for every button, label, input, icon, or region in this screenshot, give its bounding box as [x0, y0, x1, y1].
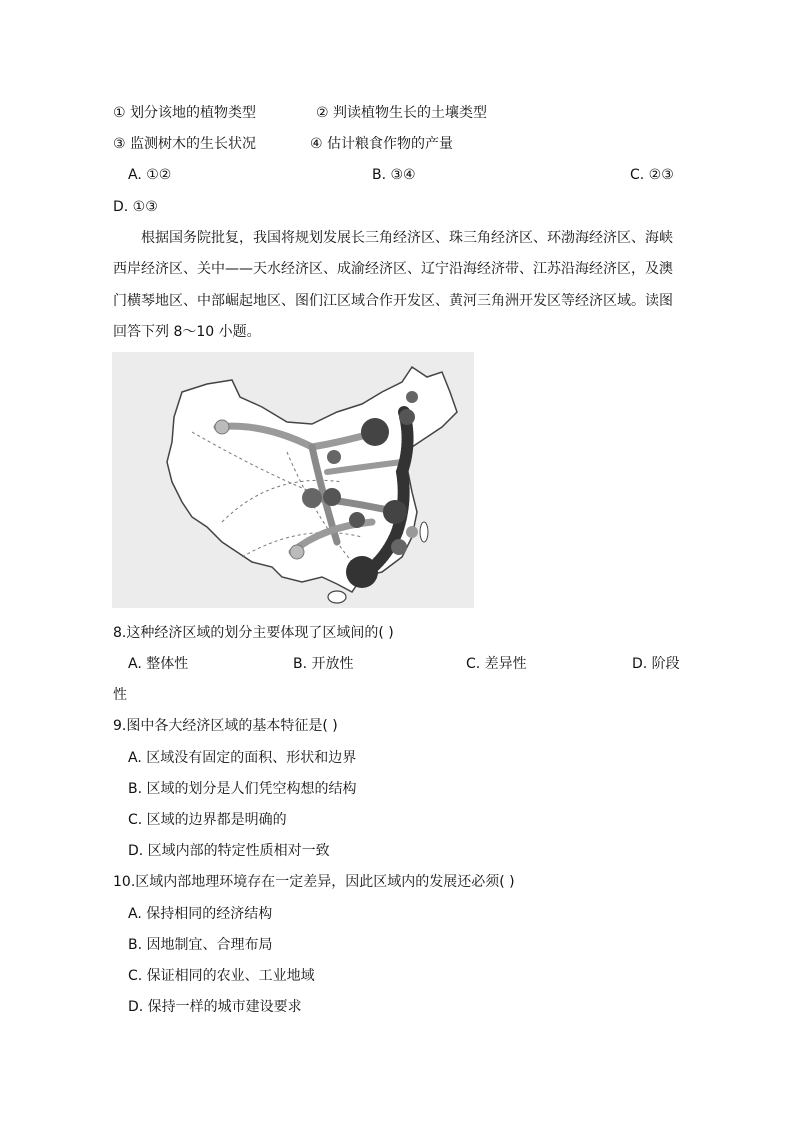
q8-option-b: B. 开放性 [293, 656, 354, 672]
prev-option-a: A. ①② [128, 167, 172, 183]
q8-option-a: A. 整体性 [128, 656, 189, 672]
prev-option-c: C. ②③ [630, 167, 674, 183]
passage-line-2: 西岸经济区、关中——天水经济区、成渝经济区、辽宁沿海经济带、江苏沿海经济区，及澳 [113, 261, 673, 277]
q8-option-c: C. 差异性 [466, 656, 527, 672]
q9-stem: 9.图中各大经济区域的基本特征是( ) [113, 718, 338, 734]
statement-2: ② 判读植物生长的土壤类型 [316, 105, 488, 121]
q9-option-d: D. 区域内部的特定性质相对一致 [128, 843, 330, 859]
statement-3: ③ 监测树木的生长状况 [113, 136, 257, 152]
q9-option-c: C. 区域的边界都是明确的 [128, 812, 287, 828]
statement-1: ① 划分该地的植物类型 [113, 105, 257, 121]
q8-option-d-cont: 性 [113, 687, 127, 703]
map-icon [112, 352, 474, 608]
q8-stem: 8.这种经济区域的划分主要体现了区域间的( ) [113, 625, 394, 641]
q10-option-a: A. 保持相同的经济结构 [128, 906, 273, 922]
passage-line-4: 回答下列 8～10 小题。 [113, 324, 261, 340]
q10-option-d: D. 保持一样的城市建设要求 [128, 999, 302, 1015]
q9-option-b: B. 区域的划分是人们凭空构想的结构 [128, 781, 357, 797]
q10-stem: 10.区域内部地理环境存在一定差异，因此区域内的发展还必须( ) [113, 874, 515, 890]
q10-option-c: C. 保证相同的农业、工业地域 [128, 968, 315, 984]
prev-option-b: B. ③④ [372, 167, 416, 183]
passage-line-3: 门横琴地区、中部崛起地区、图们江区域合作开发区、黄河三角洲开发区等经济区域。读图 [113, 293, 673, 309]
passage-line-1: 根据国务院批复，我国将规划发展长三角经济区、珠三角经济区、环渤海经济区、海峡 [141, 230, 673, 246]
q10-option-b: B. 因地制宜、合理布局 [128, 937, 273, 953]
q9-option-a: A. 区域没有固定的面积、形状和边界 [128, 750, 357, 766]
china-economic-regions-map [112, 352, 474, 608]
statement-4: ④ 估计粮食作物的产量 [310, 136, 454, 152]
q8-option-d: D. 阶段 [632, 656, 680, 672]
prev-option-d: D. ①③ [113, 199, 158, 215]
